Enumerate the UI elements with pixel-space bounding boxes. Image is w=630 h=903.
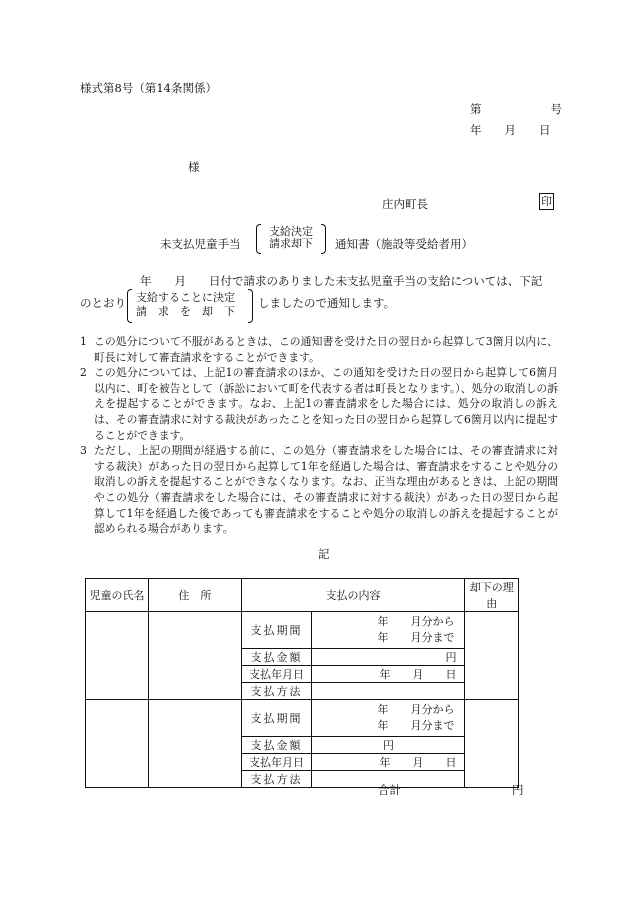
title-option-rejected: 請求却下 <box>269 237 313 250</box>
period-to: 年 月分まで <box>377 719 455 732</box>
left-bracket <box>256 224 261 254</box>
note-item <box>80 443 558 537</box>
document-number-line: 第 号 <box>470 102 562 116</box>
note-item <box>80 334 558 365</box>
left-bracket <box>127 289 132 323</box>
payment-amount-value: 円 <box>312 737 465 754</box>
payment-period-label: 支払期間 <box>241 612 312 649</box>
right-bracket <box>321 224 326 254</box>
title-prefix: 未支払児童手当 <box>160 237 241 251</box>
rejection-reason-cell <box>465 612 519 700</box>
payment-method-value <box>312 683 465 700</box>
note-item <box>80 365 558 443</box>
payment-details-table <box>85 578 519 788</box>
payment-date-label: 支払年月日 <box>241 754 312 771</box>
note-text: この処分については、上記1の審査請求のほか、この通知を受けた日の翌日から起算して6箇月以内に、町を被告として（訴訟において町を代表する者は町長となります。）、処分の取消しの訴えを提起することができます。なお、上記1の審査請求をした場合には、処分の取消しの訴えは、その審査請求に対する裁決があったことを知った日の翌日から起算して6箇月以内に提起することができます。 <box>94 366 558 442</box>
payment-period-value <box>312 612 465 649</box>
period-from: 年 月分から <box>377 615 455 628</box>
period-from: 年 月分から <box>377 703 455 716</box>
payment-date-value: 年 月 日 <box>312 666 465 683</box>
child-name-cell <box>86 612 149 700</box>
note-text: この処分について不服があるときは、この通知書を受けた日の翌日から起算して3箇月以内に、町長に対して審査請求をすることができます。 <box>94 335 558 364</box>
header-rejection-reason: 却下の理由 <box>465 579 519 612</box>
payment-amount-label: 支払金額 <box>241 737 312 754</box>
payment-amount-label: 支払金額 <box>241 649 312 666</box>
body-option-rejected: 請 求 を 却 下 <box>136 305 235 318</box>
ki-heading: 記 <box>318 547 330 561</box>
address-cell <box>149 612 241 700</box>
payment-method-label: 支払方法 <box>241 683 312 700</box>
table-header-row <box>86 579 519 612</box>
note-number: 3 <box>80 444 87 458</box>
payment-amount-value: 円 <box>312 649 465 666</box>
payment-period-label: 支払期間 <box>241 700 312 737</box>
header-child-name: 児童の氏名 <box>86 579 149 612</box>
address-cell <box>149 700 241 788</box>
payment-date-value: 年 月 日 <box>312 754 465 771</box>
appeal-notes <box>80 334 558 537</box>
sender-name: 庄内町長 <box>382 197 428 211</box>
period-to: 年 月分まで <box>377 631 455 644</box>
total-unit: 円 <box>512 783 524 797</box>
payment-period-value <box>312 700 465 737</box>
header-address: 住 所 <box>149 579 241 612</box>
payment-date-label: 支払年月日 <box>241 666 312 683</box>
body-line-1: 年 月 日付で請求のありました未支払児童手当の支給については、下記 <box>140 274 543 288</box>
body-line-2-prefix: のとおり <box>80 296 126 310</box>
body-bracket-options <box>127 289 253 323</box>
body-option-decided: 支給することに決定 <box>136 291 235 304</box>
child-name-cell <box>86 700 149 788</box>
right-bracket <box>248 289 253 323</box>
table-row <box>86 612 519 649</box>
table-row <box>86 700 519 737</box>
note-number: 2 <box>80 366 87 380</box>
title-bracket-options <box>256 224 326 254</box>
payment-method-label: 支払方法 <box>241 771 312 788</box>
title-suffix: 通知書（施設等受給者用） <box>335 237 473 251</box>
form-number: 様式第8号（第14条関係） <box>80 81 217 95</box>
total-label: 合計 <box>378 783 401 797</box>
title-option-decided: 支給決定 <box>269 225 313 238</box>
addressee-suffix: 様 <box>188 160 200 174</box>
seal-stamp: 印 <box>541 195 552 208</box>
rejection-reason-cell <box>465 700 519 788</box>
header-payment-details: 支払の内容 <box>241 579 465 612</box>
note-text: ただし、上記の期間が経過する前に、この処分（審査請求をした場合には、その審査請求に対する裁決）があった日の翌日から起算して1年を経過した場合は、審査請求をすることや処分の取消しの訴えを提起することができなくなります。なお、正当な理由があるときは、上記の期間やこの処分（審査請求をした場合には、その審査請求に対する裁決）があった日の翌日から起算して1年を経過した後であっても審査請求をすることや処分の取消しの訴えを提起することが認められる場合があります。 <box>94 444 558 536</box>
note-number: 1 <box>80 335 87 348</box>
document-date-line: 年 月 日 <box>470 123 551 137</box>
body-line-2-suffix: しましたので通知します。 <box>258 296 396 310</box>
